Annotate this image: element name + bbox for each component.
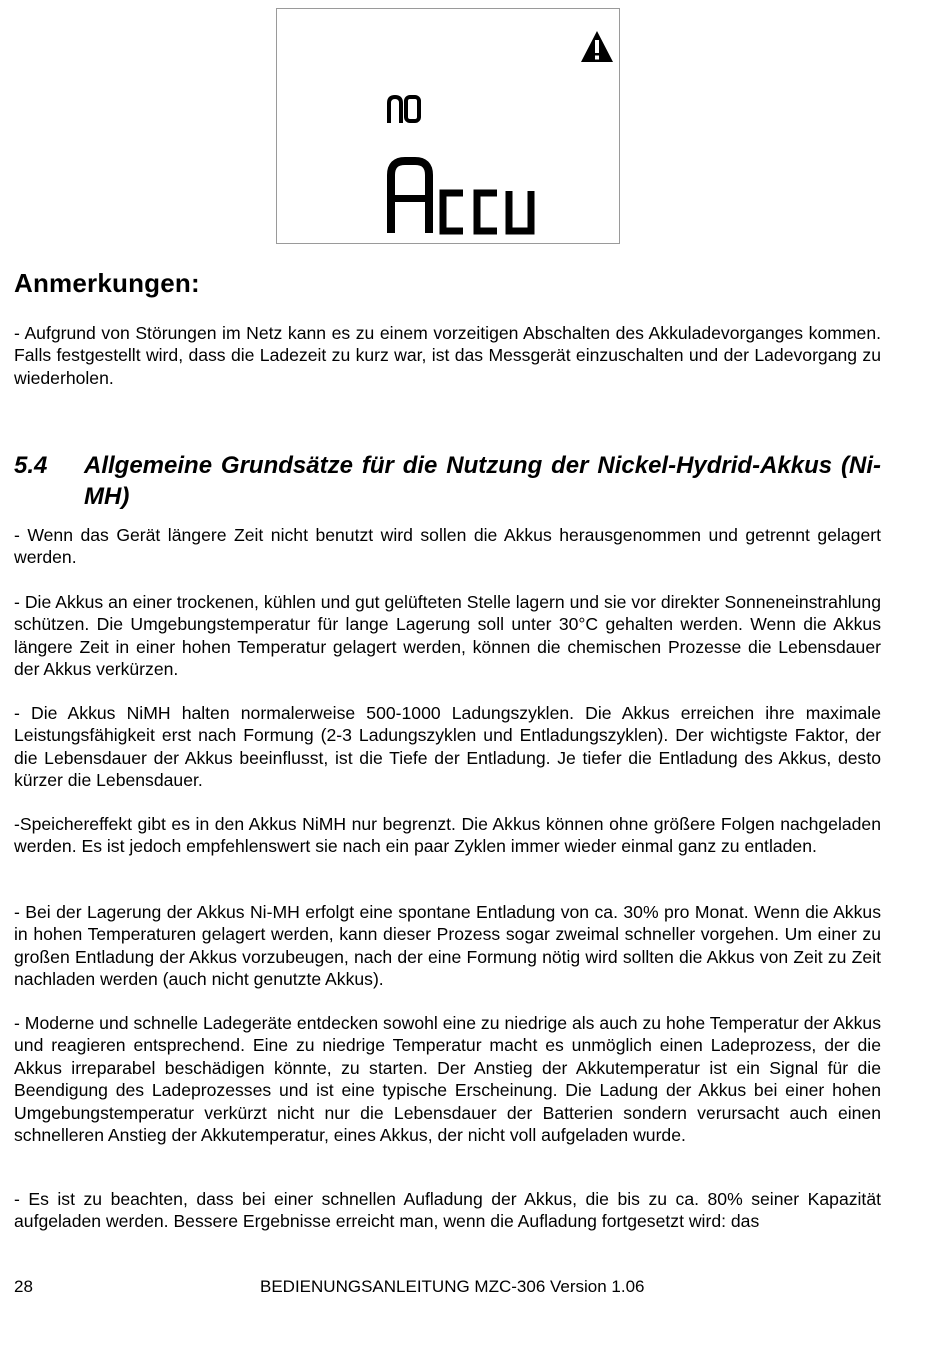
section-paragraph-6: - Moderne und schnelle Ladegeräte entdecken sowohl eine zu niedrige als auch zu hohe Temperatur der Akkus und reagieren entsprechend. Eine zu niedrige Temperatur macht es unmöglich einen Ladeprozess, der die Akkus irreparabel beschädigen könnte, zu starten. Der Anstieg der Akkutemperatur ist ein Signal für die Beendigung des Ladeprozesses und ist eine typische Erscheinung. Die Ladung der Akkus bei einer hohen Umgebungstemperatur verkürzt nicht nur die Lebensdauer der Batterien sondern verursacht auch einen schnelleren Anstieg der Akkutemperatur, eines Akkus, der nicht voll aufgeladen wurde.	[14, 1013, 881, 1146]
section-title: Allgemeine Grundsätze für die Nutzung der Nickel-Hydrid-Akkus (Ni-MH)	[84, 452, 881, 510]
notes-paragraph: - Aufgrund von Störungen im Netz kann es zu einem vorzeitigen Abschalten des Akkuladevorganges kommen. Falls festgestellt wird, dass die Ladezeit zu kurz war, ist das Messgerät einzuschalten und der Ladevorgang zu wiederholen.	[14, 323, 881, 388]
section-heading	[14, 450, 881, 512]
warning-triangle-icon	[579, 29, 615, 65]
notes-heading: Anmerkungen:	[14, 268, 200, 298]
lcd-text-accu	[387, 157, 537, 235]
section-paragraph-1: - Wenn das Gerät längere Zeit nicht benutzt wird sollen die Akkus herausgenommen und getrennt gelagert werden.	[14, 525, 881, 568]
lcd-text-no	[387, 93, 421, 123]
footer-page-number: 28	[14, 1277, 33, 1296]
section-number: 5.4	[14, 452, 48, 479]
footer-manual-title: BEDIENUNGSANLEITUNG MZC-306 Version 1.06	[260, 1277, 645, 1296]
lcd-display-illustration	[276, 8, 620, 244]
section-paragraph-7: - Es ist zu beachten, dass bei einer schnellen Aufladung der Akkus, die bis zu ca. 80% seiner Kapazität aufgeladen werden. Bessere Ergebnisse erreicht man, wenn die Aufladung fortgesetzt wird: das	[14, 1189, 881, 1232]
section-paragraph-5: - Bei der Lagerung der Akkus Ni-MH erfolgt eine spontane Entladung von ca. 30% pro Monat. Wenn die Akkus in hohen Temperaturen gelagert werden, kann dieser Prozess sogar zweimal schneller vorgehen. Um einer zu großen Entladung der Akkus vorzubeugen, nach der eine Formung nötig wird sollten die Akkus von Zeit zu Zeit nachladen werden (auch nicht genutzte Akkus).	[14, 902, 881, 990]
section-paragraph-3: - Die Akkus NiMH halten normalerweise 500-1000 Ladungszyklen. Die Akkus erreichen ihre maximale Leistungsfähigkeit erst nach Formung (2-3 Ladungszyklen und Entladungszyklen). Der wichtigste Faktor, der die Lebensdauer der Akkus beeinflusst, ist die Tiefe der Entladung. Je tiefer die Entladung des Akkus, desto kürzer die Lebensdauer.	[14, 703, 881, 791]
section-paragraph-4: -Speichereffekt gibt es in den Akkus NiMH nur begrenzt. Die Akkus können ohne größere Folgen nachgeladen werden. Es ist jedoch empfehlenswert sie nach ein paar Zyklen immer wieder einmal ganz zu entladen.	[14, 814, 881, 857]
section-paragraph-2: - Die Akkus an einer trockenen, kühlen und gut gelüfteten Stelle lagern und sie vor direkter Sonneneinstrahlung schützen. Die Umgebungstemperatur für lange Lagerung soll unter 30°C gehalten werden. Wenn die Akkus längere Zeit in einer hohen Temperatur gelagert werden, können die chemischen Prozesse die Lebensdauer der Akkus verkürzen.	[14, 592, 881, 680]
